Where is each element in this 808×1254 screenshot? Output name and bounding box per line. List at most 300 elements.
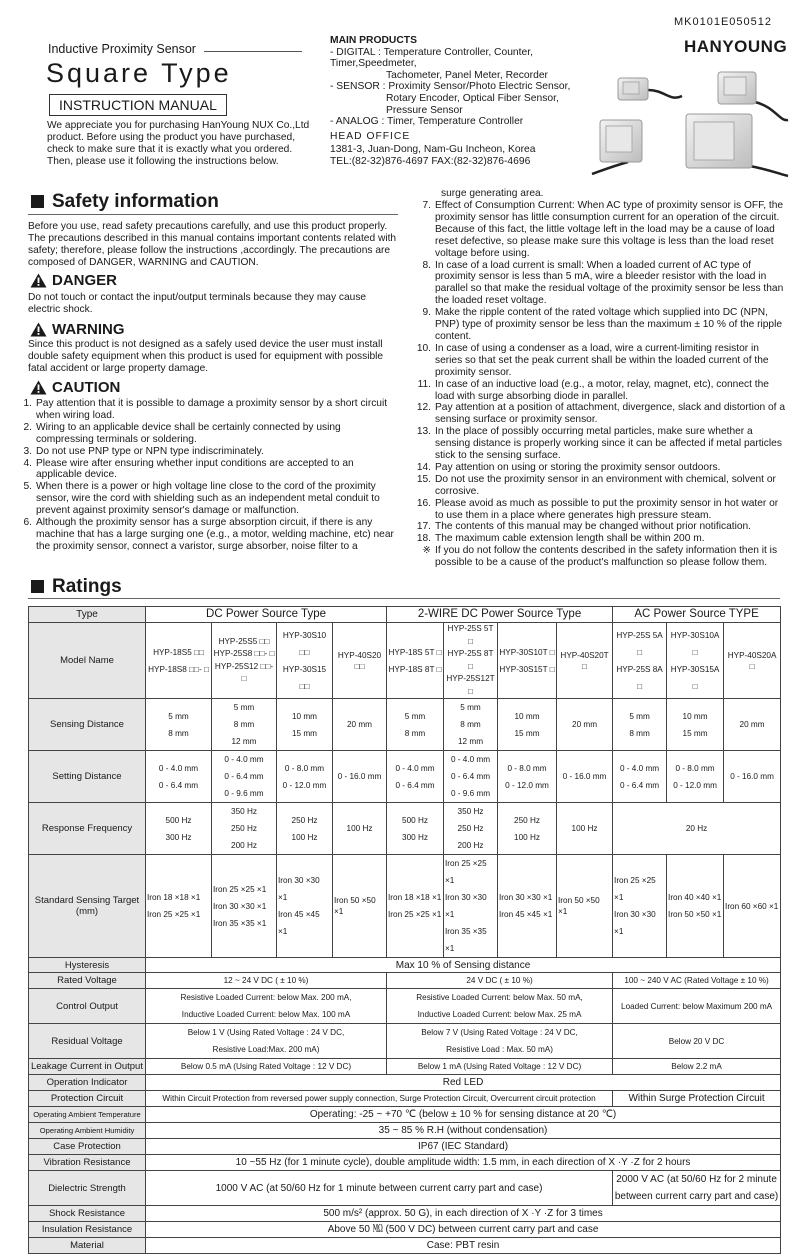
caution-label: CAUTION: [52, 379, 121, 396]
list-item: [415, 545, 785, 569]
residual-voltage-2wire: [387, 1024, 613, 1059]
table-row: [29, 1107, 781, 1123]
danger-text: Do not touch or contact the input/output terminals because they may cause electric shock.: [28, 292, 367, 315]
sensing-cell: 20 mm: [724, 699, 781, 751]
item-number: ※: [422, 545, 431, 557]
response-cell: [444, 803, 498, 855]
item-number: 12.: [416, 402, 431, 414]
item-number: 8.: [422, 259, 431, 271]
sensing-target-header: Standard Sensing Target (mm): [29, 855, 146, 958]
target-cell: Iron 50 ×50 ×1: [333, 855, 387, 958]
caution-heading: [30, 379, 120, 396]
rated-voltage-ac: 100 ~ 240 V AC (Rated Voltage ± 10 %): [613, 973, 781, 989]
protection-ac: Within Surge Protection Circuit: [613, 1091, 781, 1107]
table-row: [29, 958, 781, 973]
setting-cell: [613, 751, 667, 803]
item-number: 9.: [422, 307, 431, 319]
model-cell: [613, 623, 667, 699]
setting-distance-header: Setting Distance: [29, 751, 146, 803]
item-text: Make the ripple content of the rated voltage which supplied into DC (NPN, PNP) type of proximity sensor be less than the maximum ± 10 % of the ripple content.: [435, 307, 783, 342]
warning-icon: [30, 322, 47, 337]
model-cell: HYP-40S20 □□: [333, 623, 387, 699]
item-text: Do not use PNP type or NPN type indiscriminately.: [36, 445, 264, 457]
leakage-2wire: Below 1 mA (Using Rated Voltage : 12 V DC): [387, 1059, 613, 1075]
cell-line: 200 Hz: [231, 841, 257, 850]
target-cell: [277, 855, 333, 958]
cell-line: Below 7 V (Using Rated Voltage : 24 V DC,: [421, 1028, 578, 1037]
cell-line: Iron 40 ×40 ×1: [668, 893, 722, 902]
response-cell-ac: 20 Hz: [613, 803, 781, 855]
cell-line: 8 mm: [168, 728, 189, 738]
table-row: [29, 1123, 781, 1139]
cell-line: Inductive Loaded Current: below Max. 25 mA: [417, 1010, 582, 1019]
operation-indicator-header: Operation Indicator: [29, 1075, 146, 1091]
cell-line: HYP-25S 5T □: [447, 624, 494, 646]
sensing-cell: [387, 699, 444, 751]
item-text: Wiring to an applicable device shall be certainly connected by using compressing terminals or soldering.: [36, 421, 341, 445]
model-cell: [387, 623, 444, 699]
list-item: [16, 446, 398, 458]
cell-line: 5 mm: [404, 711, 426, 721]
mp-line: - ANALOG : Timer, Temperature Controller: [330, 116, 524, 128]
product-subtitle: Inductive Proximity Sensor: [48, 42, 196, 56]
section-bullet: [31, 580, 44, 593]
cell-line: 10 mm: [514, 711, 540, 721]
dielectric-dc: 1000 V AC (at 50/60 Hz for 1 minute between current carry part and case): [146, 1171, 613, 1206]
cell-line: Iron 18 ×18 ×1: [147, 893, 201, 902]
target-cell: [146, 855, 212, 958]
rated-voltage-header: Rated Voltage: [29, 973, 146, 989]
residual-voltage-dc: [146, 1024, 387, 1059]
ratings-heading: [31, 576, 122, 598]
model-cell: [498, 623, 557, 699]
cell-line: HYP-30S10 □□: [282, 630, 327, 657]
list-item: [16, 458, 398, 482]
cell-line: HYP-25S5 □□: [218, 636, 270, 646]
cell-line: 0 - 8.0 mm: [284, 763, 325, 773]
cell-line: 0 - 6.4 mm: [224, 772, 264, 781]
ambient-humidity-header: Operating Ambient Humidity: [29, 1123, 146, 1139]
danger-heading: [30, 272, 117, 289]
sensing-cell: [613, 699, 667, 751]
safety-heading-text: Safety information: [52, 191, 219, 212]
cell-line: 8 mm: [233, 720, 255, 729]
item-number: 7.: [422, 200, 431, 211]
list-item: [415, 533, 785, 545]
cell-line: 0 - 9.6 mm: [224, 789, 264, 798]
cell-line: 0 - 12.0 mm: [673, 780, 717, 790]
cell-line: Iron 30 ×30 ×1: [445, 893, 487, 919]
item-number: 15.: [416, 473, 431, 485]
cell-line: 500 Hz: [165, 815, 192, 825]
cell-line: Resistive Loaded Current: below Max. 200 mA,: [180, 993, 352, 1002]
item-number: 4.: [23, 457, 32, 469]
setting-cell: [277, 751, 333, 803]
table-row: [29, 751, 781, 803]
intro-text: We appreciate you for purchasing HanYoung NUX Co.,Ltd product. Before using the product you have purchased, check to make sure that it is exactly what you ordered. Then, please use it following the instructions below.: [47, 120, 310, 167]
cell-line: 0 - 12.0 mm: [282, 780, 327, 790]
sensing-cell: [498, 699, 557, 751]
main-products-heading: MAIN PRODUCTS: [330, 35, 417, 46]
product-title: Square Type: [46, 58, 232, 88]
setting-cell: [387, 751, 444, 803]
cell-line: HYP-25S 8A □: [616, 664, 663, 691]
cell-line: Iron 45 ×45 ×1: [499, 910, 553, 919]
item-number: 16.: [416, 497, 431, 509]
response-cell: 100 Hz: [333, 803, 387, 855]
vibration-resistance-value: 10 ~55 Hz (for 1 minute cycle), double amplitude width: 1.5 mm, in each direction of X ·Y ·Z for 2 hours: [146, 1155, 781, 1171]
type-header: Type: [29, 607, 146, 623]
cell-line: Iron 25 ×25 ×1: [213, 884, 267, 894]
cell-line: 0 - 12.0 mm: [505, 780, 549, 790]
cell-line: Iron 45 ×45 ×1: [278, 910, 320, 936]
target-cell: [387, 855, 444, 958]
cell-line: 0 - 4.0 mm: [619, 763, 660, 773]
cell-line: HYP-25S8 □□- □: [213, 649, 275, 658]
ambient-temperature-value: Operating: -25 ~ +70 ℃ (below ± 10 % for sensing distance at 20 ℃): [146, 1107, 781, 1123]
list-item: [415, 307, 785, 343]
item-number: 3.: [23, 445, 32, 457]
item-text: In case of using a condenser as a load, wire a current-limiting resistor in series so that set the peak current shall be within the loaded current of the proximity sensor.: [435, 342, 769, 378]
item-number: 13.: [416, 426, 431, 438]
setting-cell: [444, 751, 498, 803]
leakage-dc: Below 0.5 mA (Using Rated Voltage : 12 V DC): [146, 1059, 387, 1075]
hysteresis-value: Max 10 % of Sensing distance: [146, 958, 781, 973]
response-cell: [277, 803, 333, 855]
sensing-cell: [277, 699, 333, 751]
cell-line: 500 Hz: [402, 815, 428, 825]
setting-cell: [667, 751, 724, 803]
cell-line: between current carry part and case): [614, 1191, 779, 1202]
cell-line: 0 - 4.0 mm: [224, 755, 264, 764]
model-cell: [667, 623, 724, 699]
cell-line: 250 Hz: [291, 815, 318, 825]
document-code: MK0101E050512: [673, 16, 772, 28]
product-photo: [590, 62, 790, 177]
cell-line: Resistive Load:Max. 200 mA): [212, 1045, 320, 1054]
list-item: [415, 498, 785, 522]
main-products: [330, 35, 620, 128]
cell-line: 200 Hz: [457, 841, 484, 850]
danger-warning-icon: [30, 273, 47, 288]
leakage-ac: Below 2.2 mA: [613, 1059, 781, 1075]
mp-line: Pressure Sensor: [386, 104, 463, 116]
cell-line: HYP-30S10A □: [670, 630, 720, 657]
item-text: Please wire after ensuring whether input conditions are accepted to an applicable device.: [36, 457, 354, 481]
caution-icon: [30, 380, 47, 395]
list-item: [415, 260, 785, 308]
table-row: [29, 1238, 781, 1254]
caution-list-left: [16, 398, 398, 553]
cell-line: 12 mm: [458, 737, 484, 746]
warning-heading: [30, 321, 125, 338]
model-cell: [277, 623, 333, 699]
cell-line: Iron 35 ×35 ×1: [213, 918, 267, 928]
target-cell: [498, 855, 557, 958]
cell-line: HYP-18S8 □□- □: [148, 664, 209, 674]
table-row: [29, 803, 781, 855]
item-number: 17.: [416, 521, 431, 533]
operation-indicator-value: Red LED: [146, 1075, 781, 1091]
target-cell: Iron 60 ×60 ×1: [724, 855, 781, 958]
list-item: [16, 422, 398, 446]
response-cell: 100 Hz: [557, 803, 613, 855]
rated-voltage-dc: 12 ~ 24 V DC ( ± 10 %): [146, 973, 387, 989]
subtitle-rule: [204, 51, 302, 52]
item-text: The contents of this manual may be changed without prior notification.: [435, 521, 751, 533]
cell-line: 12 mm: [231, 737, 257, 746]
table-row: [29, 623, 781, 699]
control-output-dc: [146, 989, 387, 1024]
model-name-header: Model Name: [29, 623, 146, 699]
table-row: [29, 1075, 781, 1091]
target-cell: [613, 855, 667, 958]
cell-line: HYP-30S15 □□: [282, 664, 327, 691]
item-text: In the place of possibly occurring metal particles, make sure whether a sensing distance is properly working since it can be affected if metal particles stick to the sensing surface.: [435, 426, 782, 462]
table-row: [29, 1155, 781, 1171]
cell-line: 15 mm: [291, 728, 318, 738]
head-office-contact: TEL:(82-32)876-4697 FAX:(82-32)876-4696: [330, 156, 531, 167]
cell-line: HYP-30S15T □: [499, 664, 555, 674]
cell-line: Iron 50 ×50 ×1: [668, 910, 722, 919]
cell-line: 0 - 8.0 mm: [675, 763, 715, 773]
table-row: [29, 989, 781, 1024]
ambient-temperature-header: Operating Ambient Temperature: [29, 1107, 146, 1123]
insulation-resistance-header: Insulation Resistance: [29, 1222, 146, 1238]
item-number: 5.: [23, 481, 32, 493]
table-row: [29, 1139, 781, 1155]
setting-cell: 0 - 16.0 mm: [333, 751, 387, 803]
dielectric-ac: [613, 1171, 781, 1206]
cell-line: 0 - 4.0 mm: [158, 763, 199, 773]
cell-line: Iron 30 ×30 ×1: [499, 893, 553, 902]
item-number: 10.: [416, 342, 431, 354]
warning-label: WARNING: [52, 321, 125, 338]
cell-line: Iron 25 ×25 ×1: [614, 876, 656, 902]
item-text: Pay attention at a position of attachment, divergence, slack and distortion of a sensing surface or proximity sensor.: [435, 402, 785, 426]
rated-voltage-2wire: 24 V DC ( ± 10 %): [387, 973, 613, 989]
mp-line: - SENSOR : Proximity Sensor/Photo Electric Sensor,: [330, 81, 571, 93]
item-text: In case of an inductive load (e.g., a motor, relay, magnet, etc), connect the load with surge absorbing diode in parallel.: [435, 378, 769, 402]
setting-cell: 0 - 16.0 mm: [557, 751, 613, 803]
control-output-2wire: [387, 989, 613, 1024]
item-text: The maximum cable extension length shall be within 200 m.: [435, 533, 705, 545]
protection-dc: Within Circuit Protection from reversed power supply connection, Surge Protection Circuit, Overcurrent circuit protection: [146, 1091, 613, 1107]
cell-line: Iron 18 ×18 ×1: [388, 893, 442, 902]
list-item: [415, 521, 785, 533]
setting-cell: 0 - 16.0 mm: [724, 751, 781, 803]
cell-line: 300 Hz: [402, 832, 428, 842]
leakage-current-header: Leakage Current in Output: [29, 1059, 146, 1075]
cell-line: HYP-25S12T □: [446, 674, 495, 696]
cell-line: Iron 25 ×25 ×1: [147, 910, 201, 919]
cell-line: 0 - 9.6 mm: [450, 789, 491, 798]
residual-voltage-ac: Below 20 V DC: [613, 1024, 781, 1059]
cell-line: 5 mm: [629, 711, 650, 721]
section-rule: [28, 214, 398, 215]
cell-line: Iron 30 ×30 ×1: [614, 910, 656, 936]
item-text: Pay attention that it is possible to damage a proximity sensor by a short circuit when wiring load.: [36, 398, 388, 421]
item-number: 6.: [23, 517, 32, 529]
table-row: [29, 1059, 781, 1075]
cell-line: HYP-30S15A □: [670, 664, 720, 691]
item-number: 2.: [23, 421, 32, 433]
item-number: 14.: [416, 461, 431, 473]
mp-line: - DIGITAL : Temperature Controller, Counter, Timer,Speedmeter,: [330, 46, 533, 70]
case-protection-header: Case Protection: [29, 1139, 146, 1155]
target-cell: [212, 855, 277, 958]
ac-type-header: AC Power Source TYPE: [613, 607, 781, 623]
response-cell: [387, 803, 444, 855]
cell-line: 350 Hz: [231, 807, 257, 816]
setting-cell: [212, 751, 277, 803]
cell-line: 2000 V AC (at 50/60 Hz for 2 minute: [616, 1174, 777, 1185]
cell-line: Iron 30 ×30 ×1: [278, 876, 320, 902]
table-row: [29, 855, 781, 958]
item-text: Pay attention on using or storing the proximity sensor outdoors.: [435, 461, 721, 473]
response-cell: [212, 803, 277, 855]
caution-list-right: [415, 200, 785, 569]
cell-line: Iron 25 ×25 ×1: [445, 859, 487, 885]
list-item: [415, 200, 785, 260]
cell-line: 8 mm: [404, 728, 426, 738]
item-text: When there is a power or high voltage line close to the cord of the proximity sensor, wire the cord with shielding such as an independent metal conduit to prevent against proximity sensor's damage or malfunction.: [36, 481, 380, 517]
list-item: [415, 462, 785, 474]
sensing-cell: [212, 699, 277, 751]
item-number: 1.: [23, 398, 32, 409]
table-row: [29, 1024, 781, 1059]
table-row: [29, 1206, 781, 1222]
target-cell: Iron 50 ×50 ×1: [557, 855, 613, 958]
hysteresis-header: Hysteresis: [29, 958, 146, 973]
cell-line: HYP-30S10T □: [499, 647, 555, 657]
cell-line: 0 - 6.4 mm: [395, 780, 435, 790]
table-row: [29, 607, 781, 623]
cell-line: Inductive Loaded Current: below Max. 100 mA: [181, 1010, 351, 1019]
sensing-distance-header: Sensing Distance: [29, 699, 146, 751]
protection-circuit-header: Protection Circuit: [29, 1091, 146, 1107]
material-value: Case: PBT resin: [146, 1238, 781, 1254]
shock-resistance-value: 500 m/s² (approx. 50 G), in each direction of X ·Y ·Z for 3 times: [146, 1206, 781, 1222]
cell-line: 250 Hz: [231, 824, 257, 833]
cell-line: 0 - 6.4 mm: [450, 772, 491, 781]
head-office: [330, 131, 536, 169]
response-cell: [146, 803, 212, 855]
section-rule: [28, 598, 780, 599]
cell-line: HYP-25S12 □□- □: [214, 661, 274, 683]
control-output-header: Control Output: [29, 989, 146, 1024]
model-cell: [444, 623, 498, 699]
target-cell: [667, 855, 724, 958]
residual-voltage-header: Residual Voltage: [29, 1024, 146, 1059]
head-office-heading: HEAD OFFICE: [330, 131, 411, 142]
cell-line: 0 - 6.4 mm: [158, 780, 199, 790]
cell-line: 250 Hz: [457, 824, 484, 833]
cell-line: 5 mm: [233, 703, 255, 712]
cell-line: Below 1 V (Using Rated Voltage : 24 V DC,: [187, 1028, 345, 1037]
mp-line: Tachometer, Panel Meter, Recorder: [386, 69, 548, 81]
cell-line: Resistive Loaded Current: below Max. 50 mA,: [416, 993, 583, 1002]
sensing-cell: [444, 699, 498, 751]
ambient-humidity-value: 35 ~ 85 % R.H (without condensation): [146, 1123, 781, 1139]
list-item: [415, 402, 785, 426]
cell-line: 0 - 8.0 mm: [507, 763, 547, 773]
table-row: [29, 973, 781, 989]
model-cell: [146, 623, 212, 699]
table-row: [29, 1091, 781, 1107]
cell-line: 5 mm: [168, 711, 189, 721]
cell-line: HYP-25S 8T □: [447, 649, 494, 671]
target-cell: [444, 855, 498, 958]
item-text: In case of a load current is small: When a loaded current of AC type of proximity sensor is less than 5 mA, wire a bleeder resistor with the load in parallel so that make the residual voltage of the proximity sensor be less than the loaded reset voltage.: [435, 259, 784, 307]
cell-line: Resistive Load : Max. 50 mA): [446, 1045, 553, 1054]
cell-line: 100 Hz: [291, 832, 318, 842]
ratings-heading-text: Ratings: [52, 576, 122, 597]
case-protection-value: IP67 (IEC Standard): [146, 1139, 781, 1155]
cell-line: HYP-18S 8T □: [388, 664, 442, 674]
item-number: 11.: [417, 378, 431, 390]
table-row: [29, 1222, 781, 1238]
list-item: [16, 398, 398, 422]
list-item: [415, 426, 785, 462]
shock-resistance-header: Shock Resistance: [29, 1206, 146, 1222]
response-cell: [498, 803, 557, 855]
sensing-cell: 20 mm: [333, 699, 387, 751]
sensing-cell: 20 mm: [557, 699, 613, 751]
cell-line: 15 mm: [682, 728, 708, 738]
warning-text: Since this product is not designed as a safely used device the user must install double safety equipment when this product is used for equipment with possible fatal accident or large property damage.: [28, 339, 384, 374]
cell-line: 0 - 4.0 mm: [450, 755, 491, 764]
item-text: Do not use the proximity sensor in an environment with chemical, solvent or corrosive.: [435, 473, 776, 497]
list-item: [415, 474, 785, 498]
danger-label: DANGER: [52, 272, 118, 289]
head-office-address: 1381-3, Juan-Dong, Nam-Gu Incheon, Korea: [330, 143, 536, 155]
cell-line: Iron 25 ×25 ×1: [388, 910, 442, 919]
2wire-type-header: 2-WIRE DC Power Source Type: [387, 607, 613, 623]
insulation-resistance-value: Above 50 ㏁ (500 V DC) between current carry part and case: [146, 1222, 781, 1238]
cell-line: 8 mm: [629, 728, 650, 738]
sensing-cell: [667, 699, 724, 751]
cell-line: 10 mm: [291, 711, 318, 721]
model-cell: HYP-40S20A □: [724, 623, 781, 699]
control-output-ac: Loaded Current: below Maximum 200 mA: [613, 989, 781, 1024]
table-row: [29, 1171, 781, 1206]
list-item: [415, 379, 785, 403]
mp-line: Rotary Encoder, Optical Fiber Sensor,: [386, 92, 559, 104]
ratings-table: [28, 606, 781, 1254]
item-text: If you do not follow the contents described in the safety information then it is possible to be a cause of the product's malfunction so please follow them.: [435, 545, 778, 569]
cell-line: 0 - 6.4 mm: [619, 780, 660, 790]
item-number: 18.: [416, 533, 431, 545]
list-item: [415, 343, 785, 379]
list-item: [16, 517, 398, 553]
cell-line: 350 Hz: [457, 807, 484, 816]
cell-line: 300 Hz: [165, 832, 192, 842]
continued-text: surge generating area.: [441, 188, 544, 199]
item-text: Please avoid as much as possible to put the proximity sensor in hot water or to use them in a place where generates high pressure steam.: [435, 497, 779, 521]
dielectric-strength-header: Dielectric Strength: [29, 1171, 146, 1206]
table-row: [29, 699, 781, 751]
cell-line: HYP-18S 5T □: [388, 647, 442, 657]
item-text: Although the proximity sensor has a surge absorption circuit, if there is any machine that has a large surging one (e.g., a motor, welding machine, etc) near the proximity sensor, connect a varistor, surge absorber, noise filter to a: [36, 517, 394, 552]
list-item: [16, 481, 398, 517]
dc-type-header: DC Power Source Type: [146, 607, 387, 623]
cell-line: Iron 30 ×30 ×1: [213, 901, 267, 911]
safety-intro: Before you use, read safety precautions carefully, and use this product properly. The precautions described in this manual contains important contents related with safety; therefore, please follow the instructions ,accordingly. The precautions are composed of DANGER, WARNING and CAUTION.: [28, 221, 397, 268]
cell-line: 10 mm: [682, 711, 708, 721]
cell-line: 5 mm: [460, 703, 481, 712]
model-cell: HYP-40S20T □: [557, 623, 613, 699]
